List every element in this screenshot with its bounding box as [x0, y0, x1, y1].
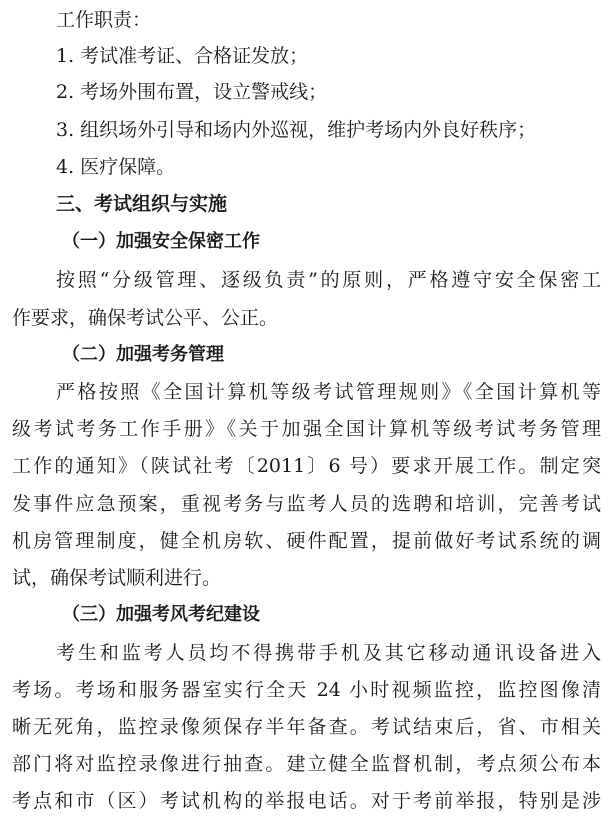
- paragraph-line: 考点和市（区）考试机构的举报电话。对于考前举报，特别是涉: [12, 790, 601, 812]
- paragraph-line: 试，确保考试顺利进行。: [12, 567, 222, 589]
- subsection-3-title: （三）加强考风考纪建设: [62, 604, 260, 625]
- paragraph-line: 部门将对监控录像进行抽查。建立健全监督机制，考点须公布本: [12, 753, 601, 775]
- paragraph-line: 机房管理制度，健全机房软、硬件配置，提前做好考试系统的调: [12, 530, 601, 552]
- paragraph-line: 级考试考务工作手册》《关于加强全国计算机等级考试考务管理: [12, 418, 601, 440]
- paragraph-line: 发事件应急预案，重视考务与监考人员的选聘和培训，完善考试: [12, 493, 601, 515]
- subsection-1-title: （一）加强安全保密工作: [62, 231, 260, 252]
- duties-title: 工作职责：: [56, 9, 152, 31]
- section-title: 三、考试组织与实施: [56, 193, 228, 215]
- duty-item-2: 2. 考场外围布置，设立警戒线；: [56, 81, 328, 103]
- subsection-2-title: （二）加强考务管理: [62, 344, 224, 365]
- paragraph-line: 按照“分级管理、逐级负责”的原则，严格遵守安全保密工: [56, 269, 601, 291]
- paragraph-line: 工作的通知》（陕试社考〔2011〕6 号）要求开展工作。制定突: [12, 455, 601, 477]
- paragraph-line: 晰无死角，监控录像须保存半年备查。考试结束后，省、市相关: [12, 716, 601, 738]
- paragraph-line: 作要求，确保考试公平、公正。: [12, 307, 279, 329]
- duty-item-3: 3. 组织场外引导和场内外巡视，维护考场内外良好秩序；: [56, 119, 537, 141]
- duty-item-1: 1. 考试准考证、合格证发放；: [56, 45, 309, 67]
- paragraph-line: 考场。考场和服务器室实行全天 24 小时视频监控，监控图像清: [12, 679, 601, 701]
- paragraph-line: 严格按照《全国计算机等级考试管理规则》《全国计算机等: [56, 381, 601, 403]
- duty-item-4: 4. 医疗保障。: [56, 156, 176, 178]
- paragraph-line: 考生和监考人员均不得携带手机及其它移动通讯设备进入: [56, 642, 601, 664]
